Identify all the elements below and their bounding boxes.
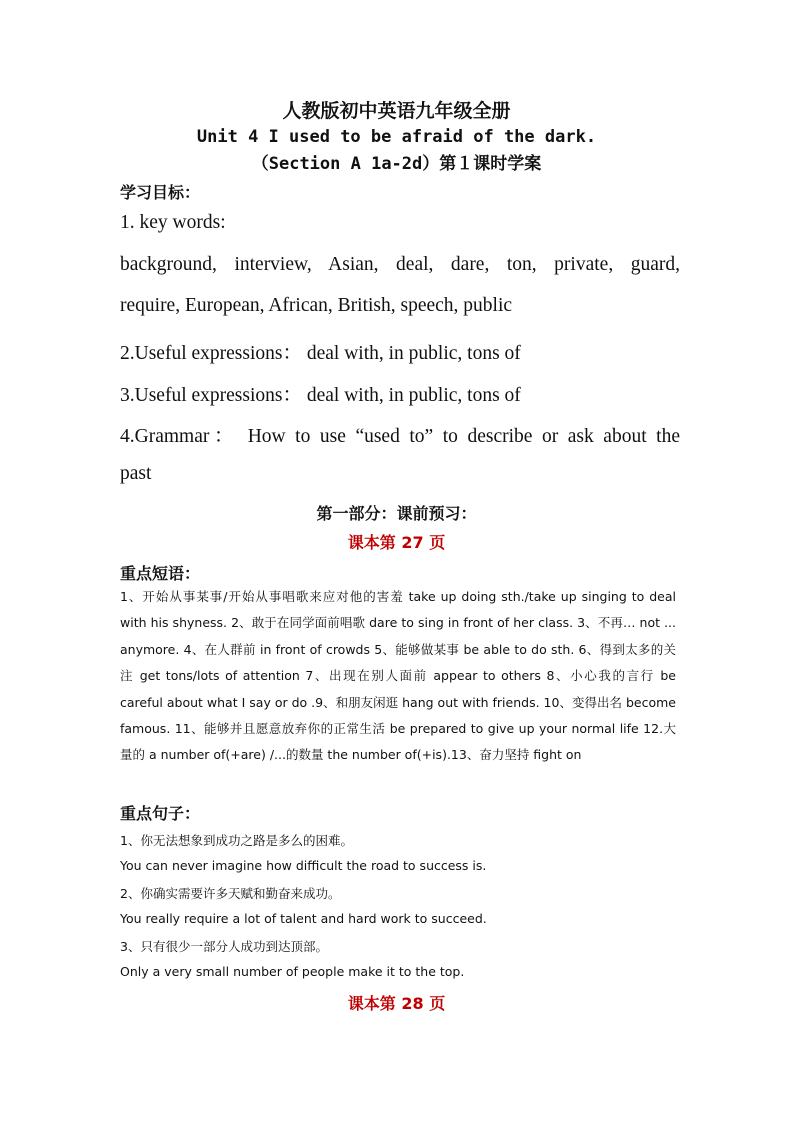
key-phrases-paragraph (120, 584, 676, 769)
unit-title: Unit 4 I used to be afraid of the dark. (196, 127, 597, 147)
title-block (0, 98, 793, 178)
page-ref-28: 课本第 28 页 (347, 994, 446, 1013)
sentence-2-chinese: 2、你确实需要许多天赋和勤奋来成功。 (120, 886, 341, 901)
sentence-1-english: You can never imagine how difficult the road to success is. (120, 858, 487, 873)
key-phrases-text: 1、开始从事某事/开始从事唱歌来应对他的害羞 take up doing sth./take up singing to deal with his shyness. 2、敢于在同学面前唱歌 dare to sing in front of her class. 3、不再… not ... anymore. 4、在人群前 in front of crowds 5、能够做某事 be able to do sth. 6、得到太多的关注 get tons/lots of attention 7、出现在别人面前 appear to others 8、小心我的言行 be careful about what I say or do .9、和朋友闲逛 hang out with friends. 10、变得出名 become famous. 11、能够并且愿意放弃你的正常生活 be prepared to give up your normal life 12.大量的 a number of(+are) /...的数量 the number of(+is).13、奋力坚持 fight on (120, 589, 676, 763)
sentence-3-chinese: 3、只有很少一部分人成功到达顶部。 (120, 939, 328, 954)
page-ref-27: 课本第 27 页 (347, 533, 446, 552)
objective-item-3: 3.Useful expressions： deal with, in public, tons of (120, 385, 521, 406)
sentence-2-english: You really require a lot of talent and hard work to succeed. (120, 911, 487, 926)
document-title: 人教版初中英语九年级全册 (282, 100, 511, 122)
key-words-line-2: require, European, African, British, speech, public (120, 295, 513, 316)
sentence-1-chinese: 1、你无法想象到成功之路是多么的困难。 (120, 833, 353, 848)
objective-item-1: 1. key words: (120, 212, 226, 233)
sentence-3-english: Only a very small number of people make it to the top. (120, 964, 465, 979)
phrases-heading: 重点短语： (120, 564, 201, 583)
objective-item-4-continued: past (120, 463, 152, 484)
sentences-heading: 重点句子： (120, 804, 201, 823)
part1-heading: 第一部分：课前预习： (316, 504, 477, 523)
objective-item-2: 2.Useful expressions： deal with, in public, tons of (120, 343, 521, 364)
objectives-heading: 学习目标： (120, 183, 201, 202)
objective-item-4: 4.Grammar： How to use “used to” to describe or ask about the (120, 426, 680, 447)
section-title: （Section A 1a-2d）第１课时学案 (251, 154, 542, 174)
key-words-line-1: background, interview, Asian, deal, dare, ton, private, guard, (120, 254, 680, 275)
